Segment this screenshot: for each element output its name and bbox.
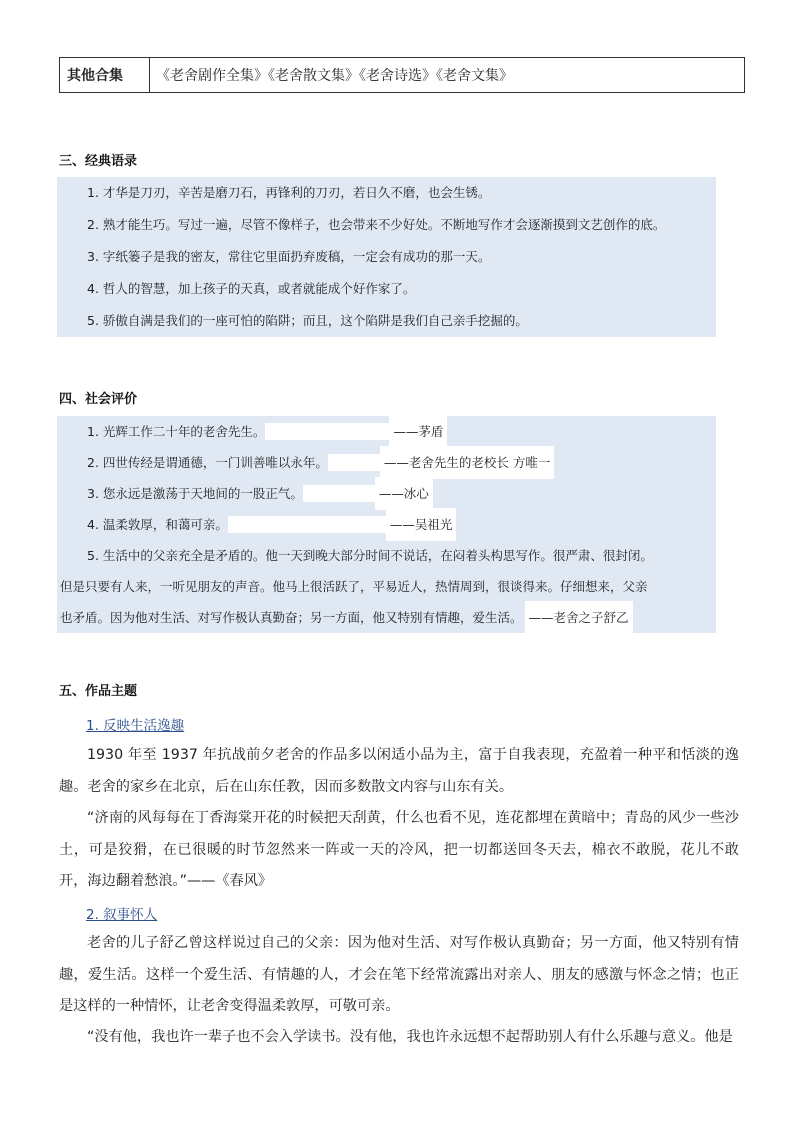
evaluation-source: ——老舍之子舒乙 [525, 601, 633, 634]
evaluation-text: 也矛盾。因为他对生活、对写作极认真勤奋；另一方面，他又特别有情趣，爱生活。 [60, 610, 523, 625]
theme-1-paragraph-2: “济南的风每每在丁香海棠开花的时候把天刮黄，什么也看不见，连花都埋在黄暗中；青岛的风少一些沙土，可是狡猾，在已很暖的时节忽然来一阵或一天的冷风，把一切都送回冬天去，棉衣不敢脱，花儿不敢开，海边翻着愁浪。”——《春风》 [59, 810, 739, 889]
evaluation-item [57, 416, 716, 447]
evaluation-item [57, 478, 716, 509]
quote-item: 3. 字纸篓子是我的密友，常往它里面扔弃废稿，一定会有成功的那一天。 [87, 249, 491, 264]
quote-item: 2. 熟才能生巧。写过一遍，尽管不像样子，也会带来不少好处。不断地写作才会逐渐摸到文艺创作的底。 [87, 217, 666, 232]
social-evaluation-title: 四、社会评价 [59, 392, 138, 407]
collections-table [59, 57, 745, 93]
evaluation-item-5-line1: 5. 生活中的父亲充全是矛盾的。他一天到晚大部分时间不说话，在闷着头构思写作。很严肃、很封闭。 [87, 548, 653, 563]
evaluation-item-5-line3 [57, 602, 716, 633]
evaluation-source: ——吴祖光 [386, 508, 457, 541]
evaluation-item [57, 509, 716, 540]
blank-space [265, 423, 389, 440]
evaluation-item-5-line2: 但是只要有人来，一听见朋友的声音。他马上很活跃了，平易近人，热情周到，很谈得来。仔细想来，父亲 [60, 579, 648, 594]
evaluation-text: 2. 四世传经是谓通德，一门训善唯以永年。 [87, 455, 328, 470]
evaluation-item [57, 447, 716, 478]
evaluation-text: 1. 光辉工作二十年的老舍先生。 [87, 424, 266, 439]
theme-heading-1: 1. 反映生活逸趣 [86, 718, 185, 734]
evaluation-text: 4. 温柔敦厚，和蔼可亲。 [87, 517, 228, 532]
theme-heading-2: 2. 叙事怀人 [86, 907, 158, 923]
evaluation-source: ——冰心 [375, 477, 433, 510]
theme-1-paragraph-1: 1930 年至 1937 年抗战前夕老舍的作品多以闲适小品为主，富于自我表现，充盈着一种平和恬淡的逸趣。老舍的家乡在北京，后在山东任教，因而多数散文内容与山东有关。 [59, 747, 739, 795]
quote-item: 5. 骄傲自满是我们的一座可怕的陷阱；而且，这个陷阱是我们自己亲手挖掘的。 [87, 313, 528, 328]
classic-quotes-title: 三、经典语录 [59, 154, 138, 169]
evaluation-text: 3. 您永远是激荡于天地间的一股正气。 [87, 486, 303, 501]
theme-2-paragraph-1: 老舍的儿子舒乙曾这样说过自己的父亲：因为他对生活、对写作极认真勤奋；另一方面，他又特别有情趣，爱生活。这样一个爱生活、有情趣的人，才会在笔下经常流露出对亲人、朋友的感激与怀念之情；也正是这样的一种情怀，让老舍变得温柔敦厚，可敬可亲。 [59, 935, 739, 1014]
quote-item: 1. 才华是刀刃，辛苦是磨刀石，再锋利的刀刃，若日久不磨，也会生锈。 [87, 185, 491, 200]
themes-title: 五、作品主题 [59, 684, 138, 699]
collections-key: 其他合集 [60, 58, 150, 92]
theme-2-paragraph-2: “没有他，我也许一辈子也不会入学读书。没有他，我也许永远想不起帮助别人有什么乐趣与意义。他是 [87, 1029, 733, 1045]
classic-quotes-box [57, 177, 716, 337]
blank-space [328, 454, 380, 471]
social-evaluation-box [57, 416, 716, 633]
blank-space [303, 485, 375, 502]
evaluation-source: ——老舍先生的老校长 方唯一 [380, 446, 554, 479]
quote-item: 4. 哲人的智慧，加上孩子的天真，或者就能成个好作家了。 [87, 281, 416, 296]
collections-value: 《老舍剧作全集》《老舍散文集》《老舍诗选》《老舍文集》 [156, 68, 513, 84]
blank-space [228, 516, 386, 533]
evaluation-source: ——茅盾 [389, 415, 447, 448]
